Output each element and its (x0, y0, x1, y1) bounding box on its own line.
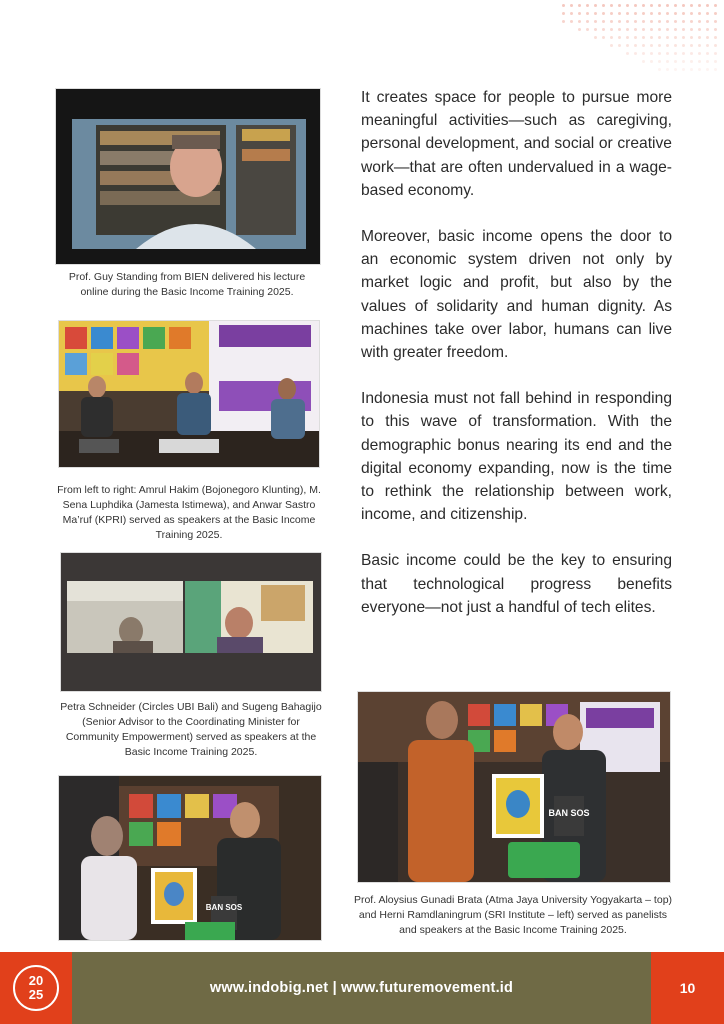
paragraph-meaningful-activities: It creates space for people to pursue more meaningful activities—such as caregiving, personal development, and social or creative work—that are often undervalued in a wage-based economy. (361, 89, 672, 199)
decorative-dot (610, 36, 613, 39)
decorative-dot (706, 36, 709, 39)
footer-year-block (0, 952, 72, 1024)
decorative-dot (682, 68, 685, 71)
decorative-dot (690, 60, 693, 63)
paragraph-key-to-ensuring: Basic income could be the key to ensuring that technological progress benefits everyone—not just a handful of tech elites. (361, 552, 672, 616)
decorative-dot (642, 20, 645, 23)
decorative-dot (650, 52, 653, 55)
gift-exchange-left-image (59, 776, 321, 940)
decorative-dot (594, 36, 597, 39)
photo-online-speakers (60, 552, 322, 692)
decorative-dot (674, 12, 677, 15)
decorative-dot (682, 4, 685, 7)
decorative-dot (618, 28, 621, 31)
decorative-dot (594, 12, 597, 15)
decorative-dot (610, 4, 613, 7)
decorative-dot (698, 4, 701, 7)
decorative-dot (626, 4, 629, 7)
decorative-dot (666, 44, 669, 47)
decorative-dot (650, 44, 653, 47)
decorative-dot (698, 60, 701, 63)
decorative-dot (658, 36, 661, 39)
decorative-dot (666, 52, 669, 55)
decorative-dot (706, 52, 709, 55)
decorative-dot (610, 28, 613, 31)
decorative-dot (682, 60, 685, 63)
decorative-dot (570, 4, 573, 7)
paragraph-indonesia: Indonesia must not fall behind in responding to this wave of transformation. With the demographic bonus nearing its end and the digital economy expanding, now is the time to rethink the relationship between work, income, and citizenship. (361, 390, 672, 524)
gift-exchange-right-image (358, 692, 670, 882)
decorative-dot (682, 44, 685, 47)
decorative-dot (706, 12, 709, 15)
decorative-dot (666, 68, 669, 71)
decorative-dot (570, 20, 573, 23)
decorative-dot (578, 12, 581, 15)
decorative-dot (714, 4, 717, 7)
decorative-dot (642, 52, 645, 55)
decorative-dot (682, 52, 685, 55)
decorative-dot (674, 52, 677, 55)
decorative-dot (658, 68, 661, 71)
page-number: 10 (679, 980, 696, 996)
decorative-dot (674, 4, 677, 7)
decorative-dot (666, 4, 669, 7)
decorative-dot (714, 28, 717, 31)
year-top: 20 (28, 973, 44, 988)
decorative-dot (634, 4, 637, 7)
decorative-dot (618, 44, 621, 47)
caption-online-speakers: Petra Schneider (Circles UBI Bali) and Sugeng Bahagijo (Senior Advisor to the Coordinating Minister for Community Empowerment) served as speakers at the Basic Income Training 2025. (60, 701, 322, 758)
decorative-dot (642, 44, 645, 47)
decorative-dot (698, 68, 701, 71)
decorative-dot (602, 20, 605, 23)
decorative-dot (690, 36, 693, 39)
decorative-dot (650, 20, 653, 23)
decorative-dot (650, 12, 653, 15)
page-footer (0, 952, 724, 1024)
decorative-dot (658, 20, 661, 23)
decorative-dot (682, 36, 685, 39)
decorative-dot (682, 20, 685, 23)
photo-guy-standing-lecture (55, 88, 321, 265)
decorative-dot (594, 4, 597, 7)
decorative-dot (690, 20, 693, 23)
caption-gift-exchange-right: Prof. Aloysius Gunadi Brata (Atma Jaya University Yogyakarta – top) and Herni Ramdlaningrum (SRI Institute – left) served as panelists and speakers at the Basic Income Training 2025. (353, 894, 673, 936)
year-bottom: 25 (28, 987, 44, 1002)
decorative-dot (682, 28, 685, 31)
decorative-dot (698, 20, 701, 23)
decorative-dot (706, 44, 709, 47)
decorative-dot (650, 60, 653, 63)
decorative-dot (658, 12, 661, 15)
bansos-book-label-right: BAN SOS (548, 808, 590, 818)
decorative-dot (642, 36, 645, 39)
decorative-dot (618, 4, 621, 7)
lecture-screen-image (56, 89, 320, 264)
decorative-dot (626, 36, 629, 39)
decorative-dot (698, 28, 701, 31)
decorative-dot (642, 60, 645, 63)
decorative-dot (714, 20, 717, 23)
decorative-dot (626, 12, 629, 15)
decorative-dot (674, 60, 677, 63)
bansos-book-label-left: BAN SOS (205, 903, 243, 912)
decorative-dot (658, 52, 661, 55)
decorative-dot (690, 44, 693, 47)
footer-url-bar (72, 952, 651, 1024)
decorative-dot (634, 44, 637, 47)
decorative-dot (706, 4, 709, 7)
online-speakers-screen-image (61, 553, 321, 691)
decorative-dot (586, 28, 589, 31)
decorative-dot-pattern (554, 0, 724, 80)
decorative-dot (602, 28, 605, 31)
decorative-dot (650, 28, 653, 31)
panel-stage-image (59, 321, 319, 467)
decorative-dot (602, 4, 605, 7)
decorative-dot (690, 68, 693, 71)
photo-gift-exchange-right (357, 691, 671, 883)
decorative-dot (706, 20, 709, 23)
decorative-dot (618, 20, 621, 23)
decorative-dot (666, 36, 669, 39)
decorative-dot (658, 44, 661, 47)
decorative-dot (578, 4, 581, 7)
decorative-dot (634, 20, 637, 23)
decorative-dot (658, 4, 661, 7)
decorative-dot (658, 60, 661, 63)
decorative-dot (698, 36, 701, 39)
decorative-dot (634, 52, 637, 55)
photo-speakers-panel (58, 320, 320, 468)
photo-gift-exchange-left (58, 775, 322, 941)
decorative-dot (666, 28, 669, 31)
decorative-dot (690, 4, 693, 7)
year-badge (13, 965, 59, 1011)
caption-speakers-panel: From left to right: Amrul Hakim (Bojonegoro Klunting), M. Sena Luphdika (Jamesta Istimewa), and Anwar Sastro Ma’ruf (KPRI) served as speakers at the Basic Income Training 2025. (57, 484, 321, 541)
paragraph-solidarity: Moreover, basic income opens the door to an economic system driven not only by market logic and profit, but also by the values of solidarity and human dignity. As machines take over labor, humans can live with greater freedom. (361, 228, 672, 362)
decorative-dot (618, 12, 621, 15)
decorative-dot (706, 28, 709, 31)
decorative-dot (674, 68, 677, 71)
decorative-dot (586, 12, 589, 15)
caption-guy-standing: Prof. Guy Standing from BIEN delivered his lecture online during the Basic Income Training 2025. (68, 271, 306, 298)
decorative-dot (706, 60, 709, 63)
decorative-dot (602, 12, 605, 15)
decorative-dot (674, 20, 677, 23)
decorative-dot (618, 36, 621, 39)
decorative-dot (642, 28, 645, 31)
decorative-dot (674, 28, 677, 31)
decorative-dot (634, 28, 637, 31)
decorative-dot (682, 12, 685, 15)
decorative-dot (666, 12, 669, 15)
decorative-dot (650, 4, 653, 7)
decorative-dot (626, 28, 629, 31)
decorative-dot (562, 12, 565, 15)
decorative-dot (714, 44, 717, 47)
decorative-dot (594, 20, 597, 23)
decorative-dot (698, 12, 701, 15)
decorative-dot (658, 28, 661, 31)
decorative-dot (714, 12, 717, 15)
decorative-dot (642, 12, 645, 15)
decorative-dot (714, 60, 717, 63)
decorative-dot (578, 20, 581, 23)
decorative-dot (610, 12, 613, 15)
decorative-dot (626, 20, 629, 23)
article-body (361, 86, 672, 642)
decorative-dot (706, 68, 709, 71)
decorative-dot (674, 44, 677, 47)
decorative-dot (674, 36, 677, 39)
decorative-dot (586, 20, 589, 23)
decorative-dot (578, 28, 581, 31)
decorative-dot (610, 44, 613, 47)
decorative-dot (690, 12, 693, 15)
decorative-dot (698, 52, 701, 55)
decorative-dot (666, 60, 669, 63)
decorative-dot (570, 12, 573, 15)
decorative-dot (690, 28, 693, 31)
decorative-dot (642, 4, 645, 7)
decorative-dot (714, 52, 717, 55)
decorative-dot (594, 28, 597, 31)
decorative-dot (634, 36, 637, 39)
footer-page-block (651, 952, 724, 1024)
decorative-dot (690, 52, 693, 55)
decorative-dot (610, 20, 613, 23)
decorative-dot (562, 4, 565, 7)
decorative-dot (714, 68, 717, 71)
decorative-dot (626, 52, 629, 55)
decorative-dot (634, 12, 637, 15)
decorative-dot (650, 36, 653, 39)
decorative-dot (602, 36, 605, 39)
decorative-dot (562, 20, 565, 23)
footer-urls[interactable]: www.indobig.net | www.futuremovement.id (209, 980, 514, 996)
decorative-dot (626, 44, 629, 47)
decorative-dot (586, 4, 589, 7)
decorative-dot (714, 36, 717, 39)
decorative-dot (666, 20, 669, 23)
decorative-dot (698, 44, 701, 47)
